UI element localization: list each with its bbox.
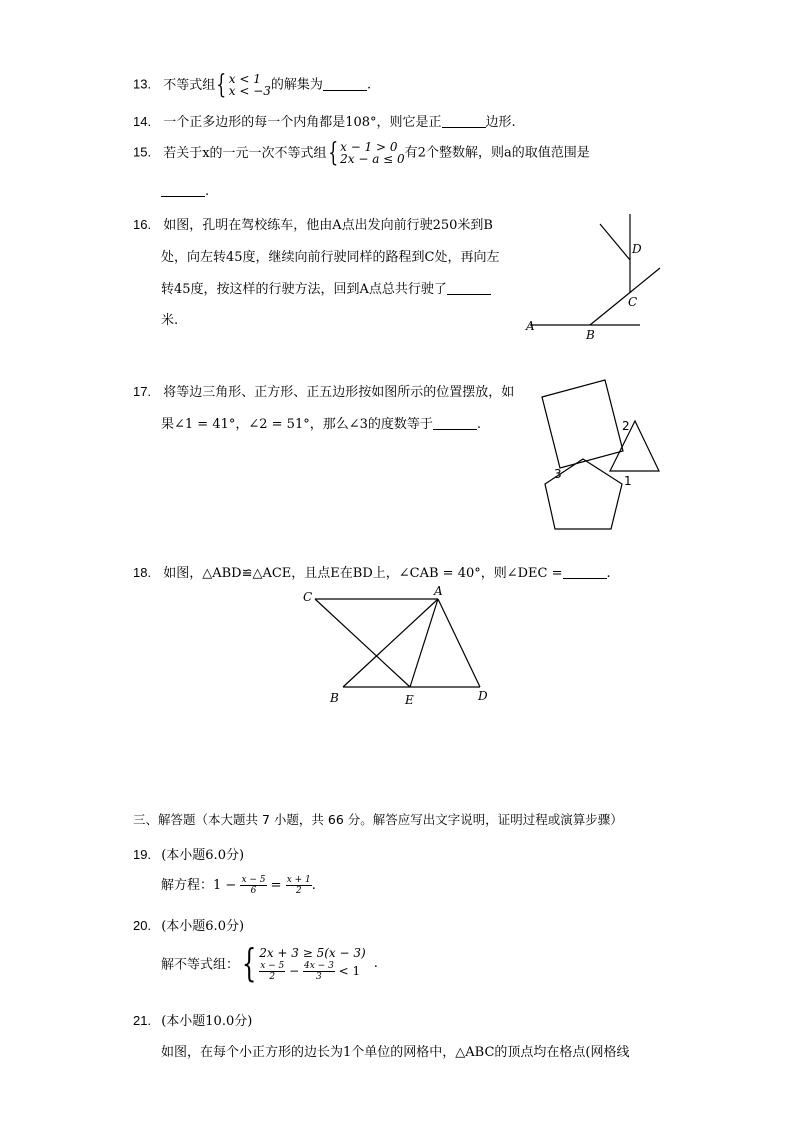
answer-blank[interactable] bbox=[161, 184, 205, 197]
segment-bc bbox=[590, 268, 660, 325]
question-20-body: 解不等式组：{ 2x + 3 ≥ 5(x − 3) $\frac{x - 5}{2}$ − $\frac{4x - 3}{3}$ < 1 . bbox=[161, 941, 378, 985]
question-15-answer: . bbox=[161, 184, 209, 199]
question-17-line2: 果∠1 = 41°，∠2 = 51°，那么∠3的度数等于 . bbox=[161, 417, 482, 432]
question-number: 17. bbox=[133, 384, 152, 399]
question-score: (本小题6.0分) bbox=[161, 848, 245, 863]
question-text: 边形. bbox=[485, 115, 516, 130]
angle-label-2: 2 bbox=[622, 419, 630, 433]
question-16-line2: 处，向左转45度，继续向前行驶同样的路程到C处，再向左 bbox=[161, 250, 500, 265]
question-number: 19. bbox=[133, 847, 152, 862]
question-17-line1 bbox=[133, 381, 514, 400]
fraction: $\frac{x - 5}{6}$ bbox=[241, 875, 266, 896]
point-label-b: B bbox=[586, 328, 595, 342]
question-number: 15. bbox=[133, 144, 152, 160]
point-label-b: B bbox=[330, 691, 339, 705]
square-shape bbox=[542, 380, 623, 468]
segment-d-next bbox=[600, 224, 630, 260]
question-score: (本小题6.0分) bbox=[161, 919, 245, 934]
answer-blank[interactable] bbox=[433, 417, 477, 430]
question-19-header bbox=[133, 844, 244, 863]
question-18: 18. 如图，△ABD≌△ACE，且点E在BD上，∠CAB = 40°，则∠DEC = . bbox=[133, 565, 611, 581]
question-number: 14. bbox=[133, 114, 152, 129]
question-19-body: 解方程：1 − $\frac{x - 5}{6}$ = $\frac{x + 1}{2}$ . bbox=[161, 875, 316, 896]
point-label-c: C bbox=[628, 295, 638, 309]
point-label-e: E bbox=[405, 693, 414, 707]
answer-blank[interactable] bbox=[563, 566, 607, 579]
question-number: 13. bbox=[133, 76, 152, 92]
point-label-a: A bbox=[526, 319, 535, 333]
question-text: 如图，孔明在驾校练车，他由A点出发向前行驶250米到B bbox=[163, 218, 493, 233]
question-text: 一个正多边形的每一个内角都是108°，则它是正 bbox=[163, 115, 442, 130]
section-heading: 三、解答题（本大题共 7 小题，共 66 分。解答应写出文字说明，证明过程或演算步骤） bbox=[133, 812, 623, 827]
question-number: 18. bbox=[133, 565, 152, 580]
inequality-system: 2x + 3 ≥ 5(x − 3) $\frac{x - 5}{2}$ − $\frac{4x - 3}{3}$ < 1 bbox=[259, 945, 366, 982]
question-text: 将等边三角形、正方形、正五边形按如图所示的位置摆放，如 bbox=[163, 385, 515, 400]
congruent-triangles-figure bbox=[298, 583, 498, 713]
question-16-line3: 转45度，按这样的行驶方法，回到A点总共行驶了 bbox=[161, 278, 491, 297]
angle-label-1: 1 bbox=[624, 474, 632, 488]
answer-blank[interactable] bbox=[442, 115, 486, 128]
question-number: 20. bbox=[133, 918, 152, 933]
answer-blank[interactable] bbox=[447, 282, 491, 295]
question-text: 的解集为 bbox=[270, 77, 323, 93]
angle-label-3: 3 bbox=[554, 467, 562, 481]
point-label-c: C bbox=[303, 590, 313, 604]
question-number: 16. bbox=[133, 217, 152, 232]
fraction: $\frac{x + 1}{2}$ bbox=[286, 875, 311, 896]
question-16-line4: 米. bbox=[161, 313, 179, 328]
question-14 bbox=[133, 111, 516, 130]
answer-blank[interactable] bbox=[323, 78, 367, 91]
question-text: 不等式组 bbox=[163, 77, 216, 93]
brace-icon: { bbox=[216, 70, 227, 100]
segment-ad bbox=[438, 599, 480, 687]
question-21-text: 如图，在每个小正方形的边长为1个单位的网格中，△ABC的顶点均在格点(网格线 bbox=[161, 1045, 630, 1060]
point-label-a: A bbox=[434, 584, 443, 598]
question-21-header bbox=[133, 1010, 252, 1029]
question-text: 如图，△ABD≌△ACE，且点E在BD上，∠CAB = 40°，则∠DEC = bbox=[163, 566, 563, 581]
driving-path-figure bbox=[520, 210, 670, 345]
question-20-header bbox=[133, 915, 244, 934]
segment-ce bbox=[315, 599, 410, 687]
point-label-d: D bbox=[478, 689, 488, 703]
point-label-d: D bbox=[632, 242, 642, 256]
brace-icon: { bbox=[241, 941, 257, 985]
inequality-system: x − 1 > 0 2x − a ≤ 0 bbox=[340, 140, 405, 166]
question-score: (本小题10.0分) bbox=[161, 1014, 253, 1029]
question-16-line1 bbox=[133, 214, 493, 233]
inequality-system: x < 1 x < −3 bbox=[228, 72, 271, 98]
question-15 bbox=[133, 140, 590, 166]
question-text: 若关于x的一元一次不等式组 bbox=[163, 145, 327, 161]
question-number: 21. bbox=[133, 1013, 152, 1028]
brace-icon: { bbox=[327, 138, 338, 168]
question-text: 有2个整数解，则a的取值范围是 bbox=[404, 145, 590, 161]
polygons-figure bbox=[535, 375, 670, 535]
question-13: 13. 不等式组{ x < 1 x < −3的解集为 . bbox=[133, 70, 372, 100]
